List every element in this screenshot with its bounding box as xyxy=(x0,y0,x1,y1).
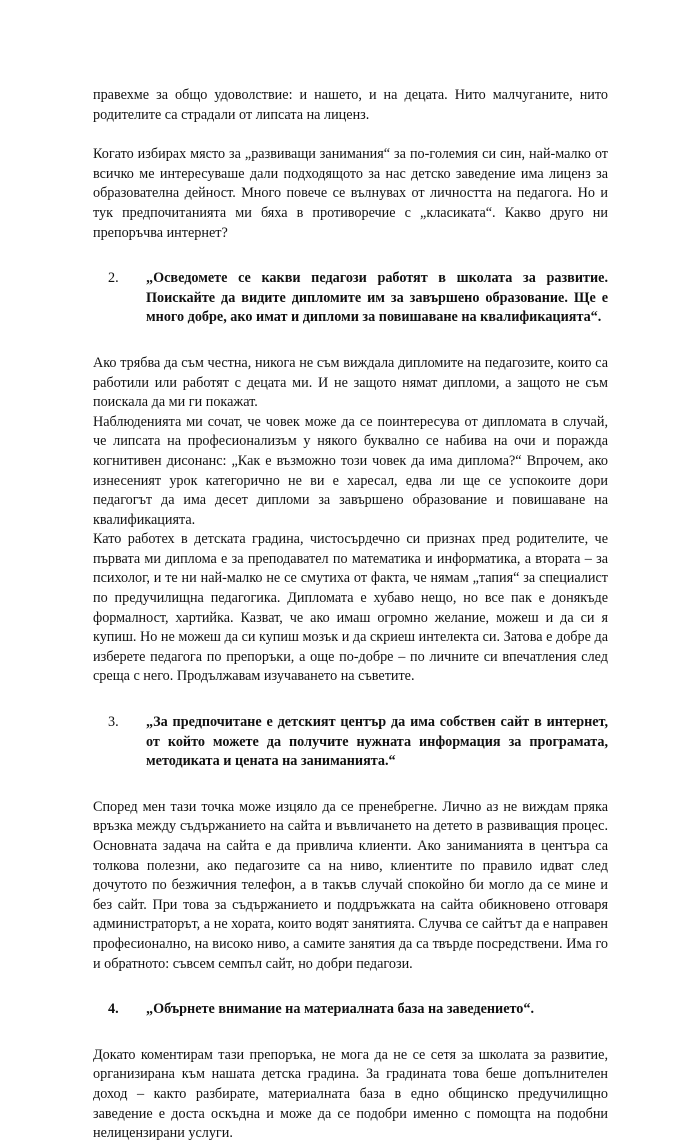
list-number: 2. xyxy=(108,270,119,287)
list-item-3 xyxy=(93,713,608,772)
list-item-2 xyxy=(93,269,608,328)
paragraph: Докато коментирам тази препоръка, не мога да не се сетя за школата за развитие, организирана към нашата детска градина. За градината това беше допълнителен доход – както разбирате, материалната база в едно общинско предучилищно заведение е доста оскъдна и може да се подобри именно с помощта на подобни нелицензирани услуги. xyxy=(93,1046,608,1142)
paragraph: Ако трябва да съм честна, никога не съм виждала дипломите на педагозите, които са работили или работят с децата ми. И не защото нямат дипломи, а защото не съм поискала да ми ги покажат. xyxy=(93,354,608,411)
list-item-4 xyxy=(93,1000,608,1020)
list-number: 3. xyxy=(108,714,119,731)
paragraph: Според мен тази точка може изцяло да се пренебрегне. Лично аз не виждам пряка връзка между съдържанието на сайта и въвличането на детето в развиващия процес. Основната задача на сайта е да привлича клиенти. Ако заниманията в центъра са толкова полезни, ако педагозите са на ниво, клиентите по правило идват след дочутото по безжичния телефон, а в такъв случай спокойно би могло да се мине и без сайт. При това за съдържанието и поддръжката на сайта обикновено отговаря администраторът, а не хората, които водят занятията. Случва се сайтът да е направен професионално, на високо ниво, а самите занятия да са твърде посредствени. Има го и обратното: съвсем семпъл сайт, но добри педагози. xyxy=(93,798,608,972)
list-text: „Обърнете внимание на материалната база на заведението“. xyxy=(146,1001,535,1018)
paragraph: правехме за общо удоволствие: и нашето, и на децата. Нито малчуганите, нито родителите са страдали от липсата на лиценз. xyxy=(93,87,608,123)
list-number: 4. xyxy=(108,1001,119,1018)
paragraph: Когато избирах място за „развиващи занимания“ за по-големия си син, най-малко от всичко ме интересуваше дали подходящото за нас детско заведение има лиценз за образователна дейност. Много повече се вълнувах от личността на педагога. Но и тук предпочитанията ми бяха в противоречие с „класиката“. Какво друго ни препоръчва интернет? xyxy=(93,146,608,241)
list-text: „За предпочитане е детският център да има собствен сайт в интернет, от който можете да получите нужната информация за програмата, методиката и цената на заниманията.“ xyxy=(146,714,608,770)
paragraph: Наблюденията ми сочат, че човек може да се поинтересува от дипломата в случай, че липсата на професионализъм у някого буквално се набива на очи и поражда когнитивен дисонанс: „Как е възможно този човек да има диплома?“ Впрочем, ако изнесеният урок категорично не ви е харесал, едва ли ще се успокоите дори педагогът да има десет дипломи за завършено образование и повишаване на квалификацията. xyxy=(93,413,608,528)
paragraph: Като работех в детската градина, чистосърдечно си признах пред родителите, че първата ми диплома е за преподавател по математика и информатика, а втората – за психолог, и те ни най-малко не се смутиха от факта, че нямам „тапия“ за специалист по предучилищна педагогика. Дипломата е хубаво нещо, но все пак е донякъде формалност, хартийка. Казват, че ако имаш огромно желание, можеш и да си я купиш. Но не можеш да си купиш мозък и да скриеш интелекта си. Затова е добре да изберете педагога по препоръки, а още по-добре – по личните си впечатления след среща с него. Продължавам изучаването на съветите. xyxy=(93,531,608,685)
list-text: „Осведомете се какви педагози работят в школата за развитие. Поискайте да видите дипломите им за завършено образование. Ще е много добре, ако имат и дипломи за повишаване на квалификацията“. xyxy=(146,270,608,326)
